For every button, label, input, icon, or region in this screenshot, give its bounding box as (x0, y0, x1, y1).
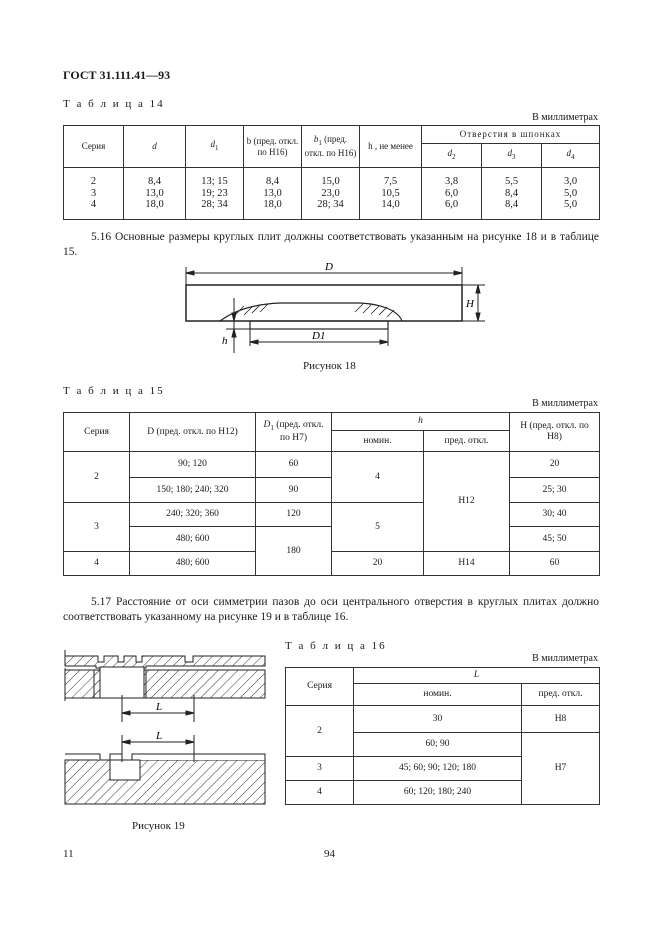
lower-slot (110, 760, 140, 780)
table15-header-nominal: номин. (332, 431, 424, 452)
table14-header-b: b (пред. откл. по H16) (244, 126, 302, 168)
table15-h-dev-2: H14 (424, 552, 510, 576)
table14-header-d2 (422, 144, 482, 168)
D1-subscript: 1 (270, 423, 274, 432)
arrow-h-bottom (232, 329, 236, 337)
b1-tolerance: (пред. откл. по H16) (304, 133, 357, 159)
d3-symbol: d (507, 148, 512, 159)
arrow-D1-right (380, 340, 388, 344)
label-H: H (466, 298, 474, 310)
table14-header-b1 (302, 126, 360, 168)
footer-page-center: 94 (324, 848, 335, 860)
arrow-D1-left (250, 340, 258, 344)
table15 (63, 412, 600, 576)
table16-nom-row1: 30 (354, 706, 522, 733)
table14-header-series: Серия (64, 126, 124, 168)
arrow-right (454, 271, 462, 275)
paragraph-5-17: 5.17 Расстояние от оси симметрии пазов до оси центрального отверстия в круглых плитах должно соответствовать указанному на рисунке 19 и в таблице 16. (63, 596, 599, 623)
table15-h-nom-3: 20 (332, 552, 424, 576)
label-L-upper: L (156, 701, 163, 713)
upper-arrow-right (186, 711, 194, 715)
table14-col-d3: 5,5 8,4 8,4 (482, 168, 542, 220)
table14-header-d1 (186, 126, 244, 168)
table16-series-2: 2 (286, 706, 354, 757)
table15-H-row2: 25; 30 (510, 478, 600, 503)
table14-units: В миллиметрах (532, 112, 598, 123)
d2-subscript: 2 (452, 152, 456, 161)
table16-nom-row2: 60; 90 (354, 733, 522, 757)
table14-col-series: 2 3 4 (64, 168, 124, 220)
b1-subscript: 1 (318, 138, 322, 147)
hatching (236, 304, 394, 317)
table14-col-b: 8,4 13,0 18,0 (244, 168, 302, 220)
table15-D-row2: 150; 180; 240; 320 (130, 478, 256, 503)
label-D1: D1 (312, 330, 326, 342)
table15-D1-row3: 120 (256, 503, 332, 527)
footer-page-left: 11 (63, 848, 74, 860)
table14-col-h: 7,5 10,5 14,0 (360, 168, 422, 220)
table15-header-D: D (пред. откл. по H12) (130, 413, 256, 452)
table15-D1-row1: 60 (256, 452, 332, 478)
lower-plate-body (65, 760, 265, 804)
table15-header-D1 (256, 413, 332, 452)
table14-col-d2: 3,8 6,0 6,0 (422, 168, 482, 220)
table15-H-row4: 45; 50 (510, 527, 600, 552)
label-L-lower: L (156, 730, 163, 742)
label-D: D (325, 261, 333, 273)
table14-col-b1: 15,0 23,0 28; 34 (302, 168, 360, 220)
table16-header-series: Серия (286, 668, 354, 706)
table15-D-row1: 90; 120 (130, 452, 256, 478)
table14-header-d4 (542, 144, 600, 168)
upper-slot (100, 667, 144, 698)
figure-18-caption: Рисунок 18 (303, 360, 356, 372)
d3-subscript: 3 (512, 152, 516, 161)
d1-symbol: d (210, 139, 215, 150)
upper-arrow-left (122, 711, 130, 715)
table15-D-row3: 240; 320; 360 (130, 503, 256, 527)
figure-19-drawing (60, 650, 270, 810)
spigot (250, 321, 388, 329)
figure-19-caption: Рисунок 19 (132, 820, 185, 832)
document-standard-header: ГОСТ 31.111.41—93 (63, 68, 171, 82)
paragraph-5-16: 5.16 Основные размеры круглых плит должны соответствовать указанным на рисунке 18 и в таблице 15. (63, 231, 599, 258)
table14-header-holes: Отверстия в шпонках (422, 126, 600, 144)
table16-nom-row3: 45; 60; 90; 120; 180 (354, 757, 522, 781)
d2-symbol: d (447, 148, 452, 159)
D1-symbol: D (263, 419, 271, 430)
table16-caption: Т а б л и ц а 16 (285, 640, 387, 652)
table15-h-nom-2: 5 (332, 503, 424, 552)
b1-symbol: b (313, 133, 319, 144)
table15-H-row1: 20 (510, 452, 600, 478)
table15-series-3: 3 (64, 503, 130, 552)
table16-series-4: 4 (286, 781, 354, 805)
arrow-left (186, 271, 194, 275)
d4-subscript: 4 (571, 152, 575, 161)
table14-header-d: d (124, 126, 186, 168)
d1-subscript: 1 (215, 143, 219, 152)
table15-H-row3: 30; 40 (510, 503, 600, 527)
table15-header-series: Серия (64, 413, 130, 452)
table16-units: В миллиметрах (532, 653, 598, 664)
table15-H-row5: 60 (510, 552, 600, 576)
table14-caption: Т а б л и ц а 14 (63, 98, 165, 110)
table16-nom-row4: 60; 120; 180; 240 (354, 781, 522, 805)
table15-header-H: H (пред. откл. по H8) (510, 413, 600, 452)
figure-18-drawing (180, 258, 490, 358)
table16-series-3: 3 (286, 757, 354, 781)
D1-tolerance: (пред. откл. по H7) (273, 419, 324, 444)
table15-units: В миллиметрах (532, 398, 598, 409)
table15-h-dev-1: H12 (424, 452, 510, 552)
arrow-h-top (232, 313, 236, 321)
arrow-H-top (476, 285, 480, 293)
table14-col-d: 8,4 13,0 18,0 (124, 168, 186, 220)
table15-h-nom-1: 4 (332, 452, 424, 503)
table15-caption: Т а б л и ц а 15 (63, 385, 165, 397)
table16 (285, 667, 600, 805)
table16-dev-row2: H7 (522, 733, 600, 805)
table14-col-d1: 13; 15 19; 23 28; 34 (186, 168, 244, 220)
table14-header-h: h , не менее (360, 126, 422, 168)
table15-series-2: 2 (64, 452, 130, 503)
table16-header-L: L (354, 668, 600, 684)
upper-plate-body (65, 670, 265, 698)
table15-D-row5: 480; 600 (130, 552, 256, 576)
table14-col-d4: 3,0 5,0 5,0 (542, 168, 600, 220)
lower-plate-top (65, 754, 265, 760)
table15-D1-row2: 90 (256, 478, 332, 503)
lower-arrow-left (122, 740, 130, 744)
table15-D-row4: 480; 600 (130, 527, 256, 552)
table16-header-dev: пред. откл. (522, 684, 600, 706)
d4-symbol: d (566, 148, 571, 159)
table14 (63, 125, 600, 220)
table15-header-dev: пред. откл. (424, 431, 510, 452)
table16-dev-row1: H8 (522, 706, 600, 733)
table14-header-d3 (482, 144, 542, 168)
table16-header-nominal: номин. (354, 684, 522, 706)
arrow-H-bottom (476, 313, 480, 321)
label-h: h (222, 335, 228, 347)
table15-series-4: 4 (64, 552, 130, 576)
table15-header-h: h (332, 413, 510, 431)
lower-arrow-right (186, 740, 194, 744)
table15-D1-row4: 180 (256, 527, 332, 576)
